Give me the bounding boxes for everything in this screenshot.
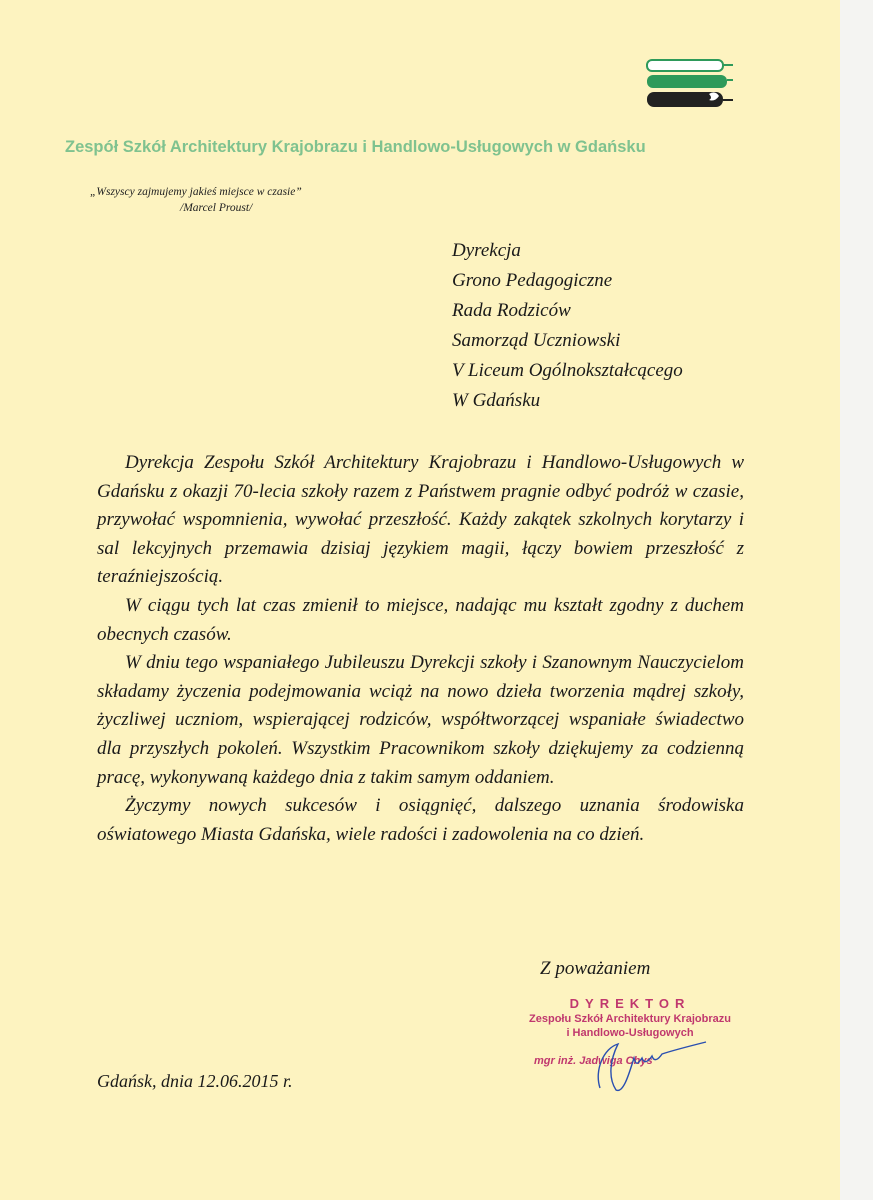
body-paragraph: W dniu tego wspaniałego Jubileuszu Dyrekcji szkoły i Szanownym Nauczycielom składamy życzenia podejmowania wciąż na nowo dzieła tworzenia mądrej szkoły, życzliwej uczniom, wspierającej rodziców, współtworzącej wspaniałe świadectwo dla przyszłych pokoleń. Wszystkim Pracownikom szkoły dziękujemy za codzienną pracę, wykonywaną każdego dnia z takim samym oddaniem. — [97, 652, 744, 788]
body-paragraph: Życzymy nowych sukcesów i osiągnięć, dalszego uznania środowiska oświatowego Miasta Gdańska, wiele radości i zadowolenia na co dzień. — [97, 795, 744, 845]
quote-author: /Marcel Proust/ — [180, 202, 253, 214]
sign-off: Z poważaniem — [540, 958, 651, 979]
stamp-name: mgr inż. Jadwiga Chys — [534, 1055, 653, 1067]
stamp-line: Zespołu Szkół Architektury Krajobrazu — [529, 1013, 731, 1025]
body-paragraph: W ciągu tych lat czas zmienił to miejsce, nadając mu kształt zgodny z duchem obecnych czasów. — [97, 594, 744, 645]
recipient-line: W Gdańsku — [452, 390, 541, 411]
date-place: Gdańsk, dnia 12.06.2015 r. — [97, 1071, 293, 1091]
body-paragraph: Dyrekcja Zespołu Szkół Architektury Krajobrazu i Handlowo-Usługowych w Gdańsku z okazji 70-lecia szkoły razem z Państwem pragnie odbyć podróż w czasie, przywołać wspomnienia, wywołać przeszłość. Każdy zakątek szkolnych korytarzy i sal lekcyjnych przemawia dzisiaj językiem magii, łączy bowiem przeszłość z teraźniejszością. — [97, 452, 744, 588]
recipient-line: V Liceum Ogólnokształcącego — [452, 360, 683, 381]
recipient-line: Dyrekcja — [452, 240, 521, 261]
stamp-title: DYREKTOR — [569, 996, 691, 1011]
handwritten-signature-icon — [590, 1030, 710, 1100]
recipients-block — [452, 236, 683, 416]
recipient-line: Samorząd Uczniowski — [452, 330, 621, 351]
epigraph-quote — [90, 184, 302, 216]
school-logo-icon — [645, 58, 735, 113]
letter-body — [97, 449, 744, 849]
recipient-line: Grono Pedagogiczne — [452, 270, 613, 291]
quote-text: „Wszyscy zajmujemy jakieś miejsce w czasie” — [90, 186, 302, 198]
school-name: Zespół Szkół Architektury Krajobrazu i Handlowo-Usługowych w Gdańsku — [65, 138, 646, 156]
recipient-line: Rada Rodziców — [452, 300, 571, 321]
scan-margin — [840, 0, 873, 1200]
stamp-line: i Handlowo-Usługowych — [566, 1027, 694, 1039]
